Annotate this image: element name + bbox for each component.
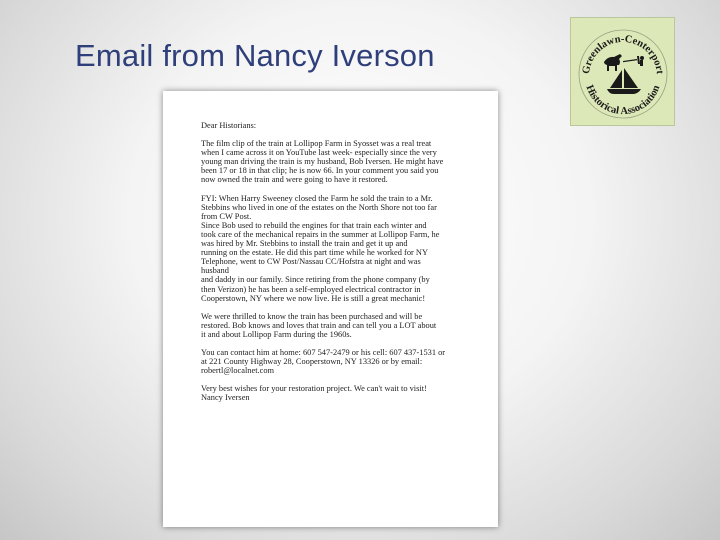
logo-emblem-icon — [571, 18, 674, 125]
letter-paragraph: FYI: When Harry Sweeney closed the Farm he sold the train to a Mr. Stebbins who lived in one of the estates on the North Shore not too far from CW Post. Since Bob used to rebuild the engines for that train each winter and took care of the mechanical repairs in the summer at Lollipop Farm, he was hired by Mr. Stebbins to install the train and get it up and running on the estate. He did this part time while he worked for NY Telephone, went to CW Post/Nassau CC/Hofstra at night and was husband and daddy in our family. Since retiring from the phone company (by then Verizon) he has been a self-employed electrical contractor in Cooperstown, NY where we now live. He is still a great mechanic! — [201, 193, 440, 303]
slide-title: Email from Nancy Iverson — [75, 38, 435, 73]
letter-contact-paragraph: You can contact him at home: 607 547-2479 or his cell: 607 437-1531 or at 221 County Highway 28, Cooperstown, NY 13326 or by email: robertl@localnet.com — [201, 347, 446, 376]
letter-paragraph: We were thrilled to know the train has been purchased and will be restored. Bob knows and loves that train and can tell you a LOT about it and about Lollipop Farm during the 1960s. — [201, 311, 437, 339]
svg-text:Greenlawn-Centerport — [581, 34, 665, 75]
letter-paragraph: The film clip of the train at Lollipop Farm in Syosset was a real treat when I came across it on YouTube last week- especially since the very young man driving the train is my husband, Bob Iversen. He might have been 17 or 18 in that clip; he is now 66. In your comment you said you now owned the train and were going to have it restored. — [201, 139, 444, 185]
svg-text:Historical Association — [584, 84, 663, 118]
logo-text-bottom: Historical Association — [583, 83, 663, 118]
email-letter-page — [163, 91, 498, 527]
historical-association-logo — [570, 17, 675, 126]
letter-closing-signature: Very best wishes for your restoration project. We can't wait to visit! Nancy Iversen — [201, 384, 427, 403]
letter-salutation: Dear Historians: — [201, 121, 257, 130]
letter-body — [201, 121, 485, 402]
sailboat-icon — [607, 68, 641, 94]
logo-text-top: Greenlawn-Centerport — [580, 33, 665, 75]
